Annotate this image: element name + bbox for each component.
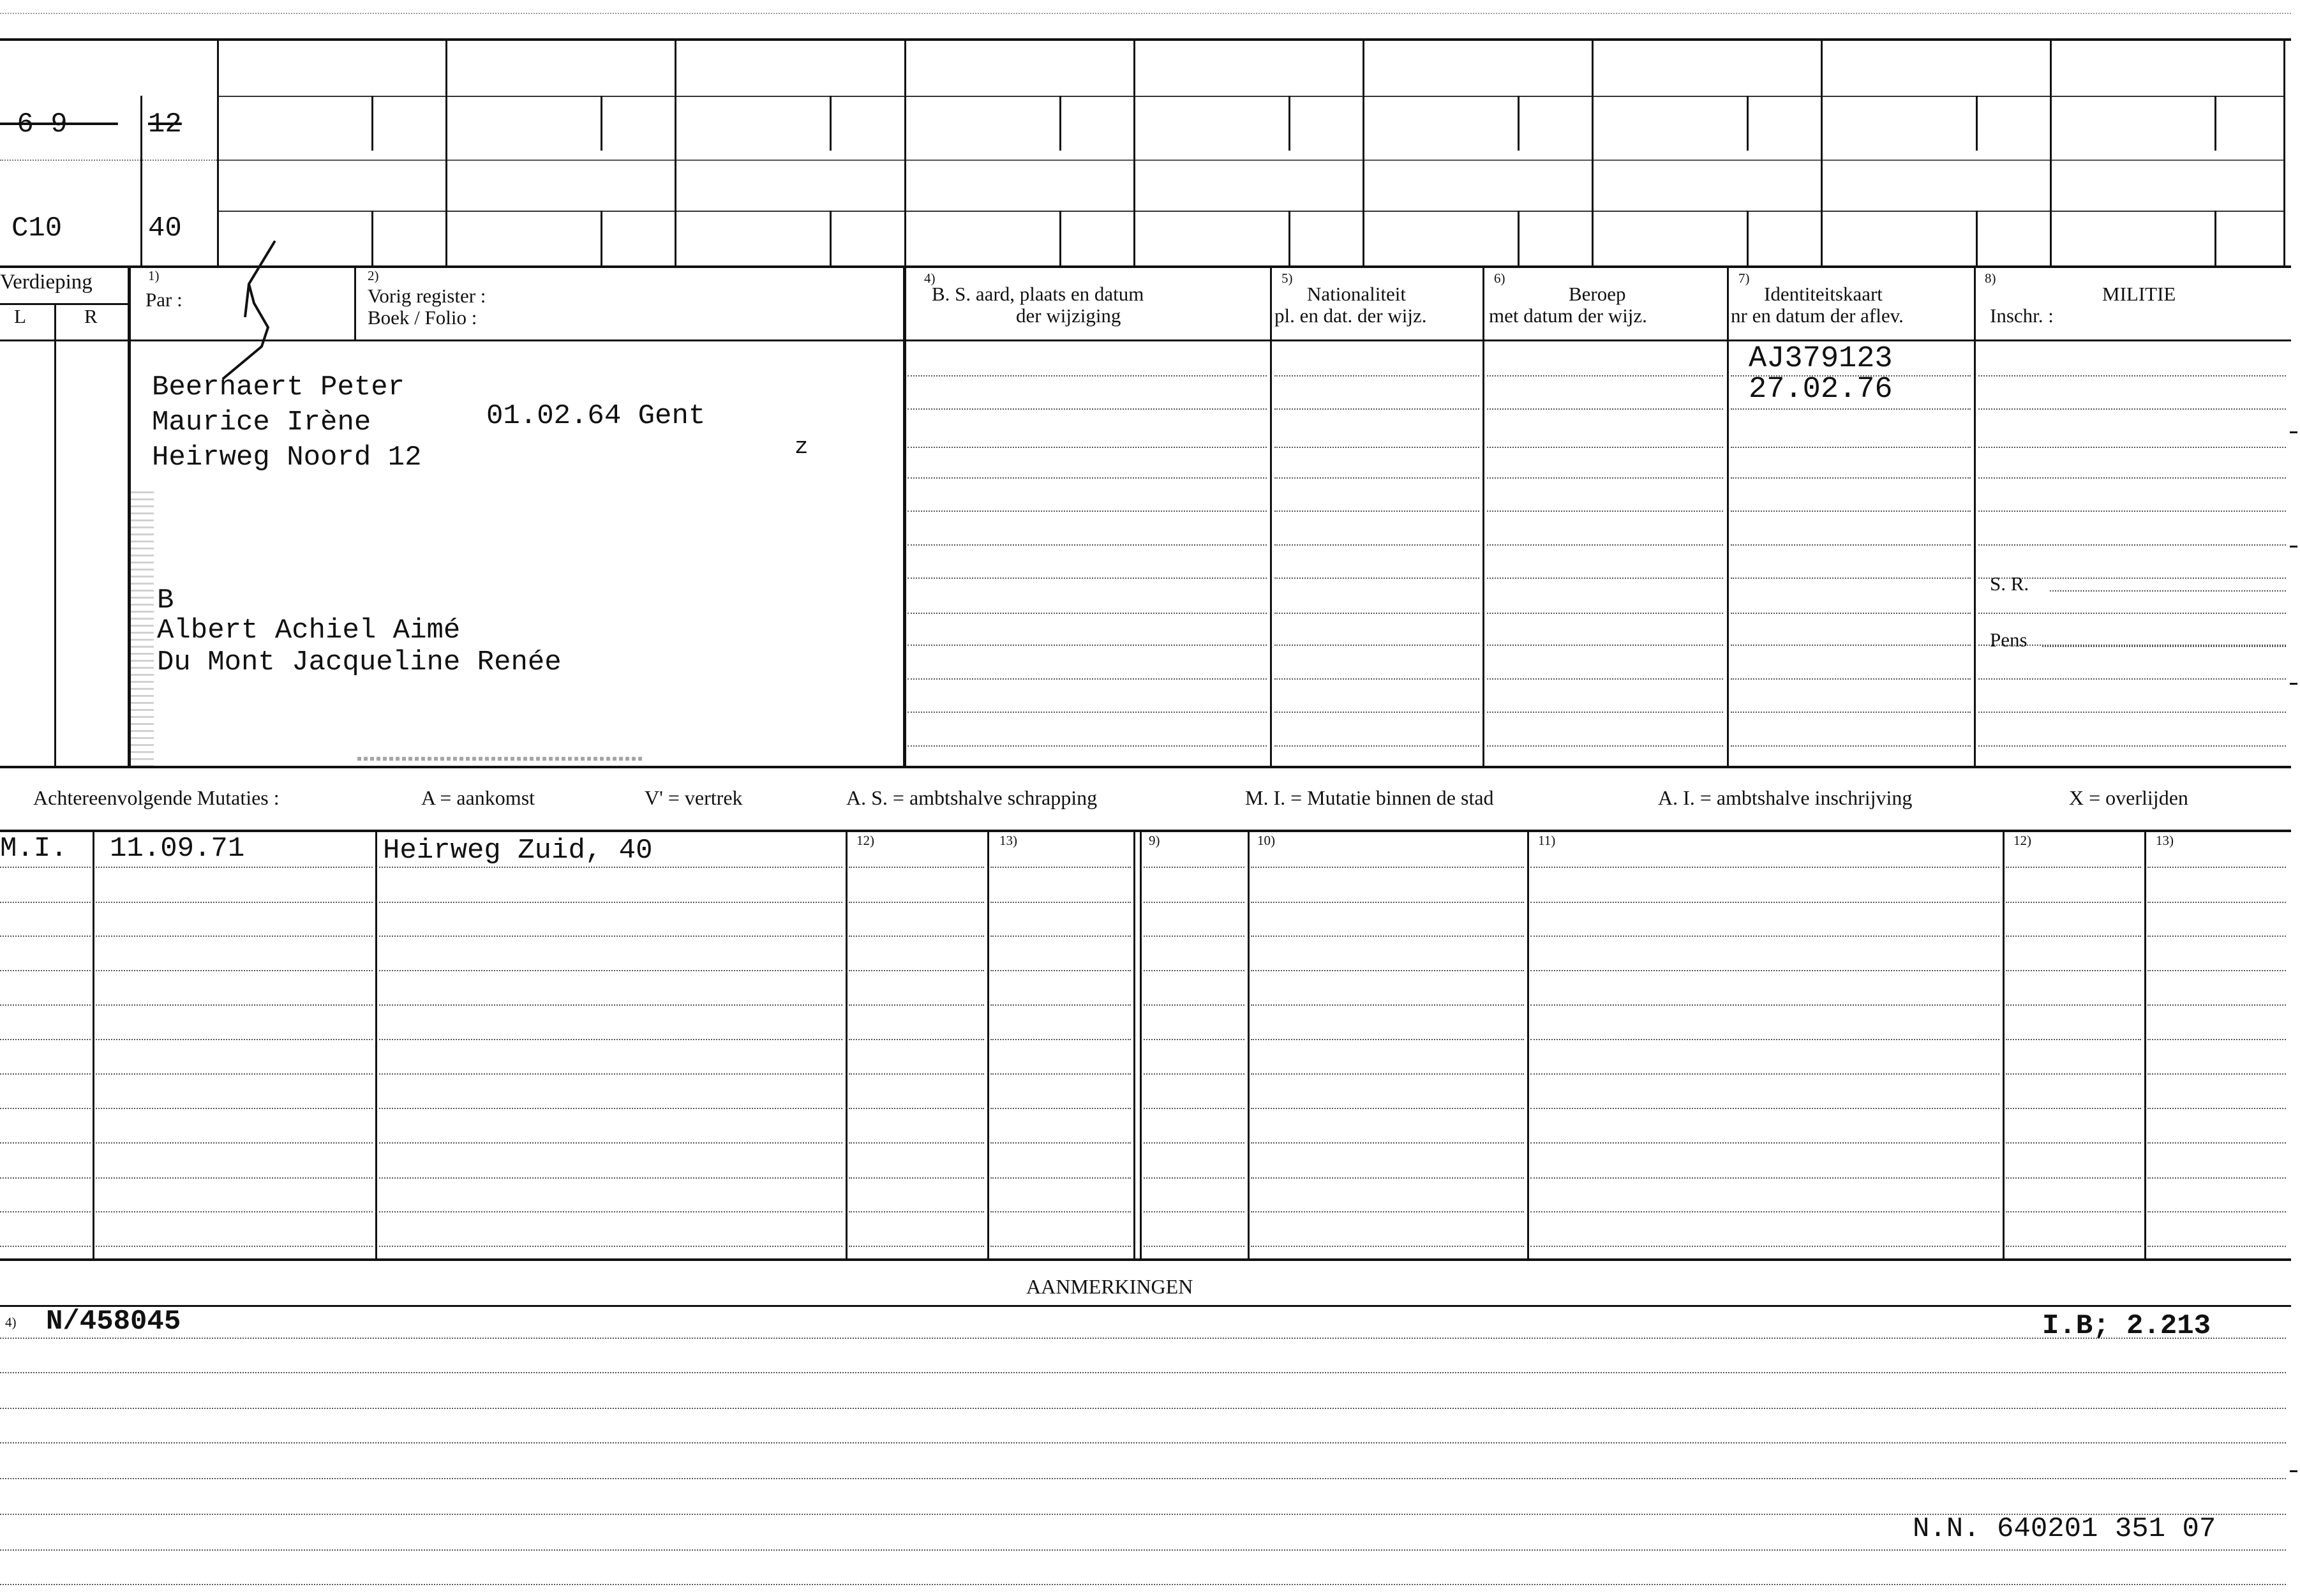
national-number: N.N. 640201 351 07 xyxy=(1913,1513,2216,1545)
legend-overlijden: X = overlijden xyxy=(2069,786,2188,809)
ruled-line xyxy=(96,1211,373,1212)
ruled-line xyxy=(1251,1177,1524,1179)
ruled-line xyxy=(2006,867,2141,868)
ruled-line xyxy=(1144,1211,1244,1212)
ruled-line xyxy=(379,1108,842,1109)
col6-line2: met datum der wijz. xyxy=(1489,304,1647,327)
ruled-line xyxy=(907,678,1267,680)
ruled-line xyxy=(907,712,1267,713)
ruled-line xyxy=(2147,1004,2286,1006)
parent2: Du Mont Jacqueline Renée xyxy=(157,646,562,678)
ruled-line xyxy=(1487,511,1723,512)
person-mark: z xyxy=(795,434,809,460)
ruled-line xyxy=(849,1177,984,1179)
ruled-line xyxy=(1144,1073,1244,1075)
ruled-line xyxy=(1530,936,1999,937)
ruled-line xyxy=(2006,1004,2141,1006)
top-row4-right: 40 xyxy=(148,213,182,244)
ruled-line xyxy=(1487,645,1723,646)
ruled-line xyxy=(1530,1073,1999,1075)
ruled-line xyxy=(96,867,373,868)
ruled-line xyxy=(990,936,1131,937)
ruled-line xyxy=(1487,745,1723,747)
aanmerkingen-ref: I.B; 2.213 xyxy=(2042,1310,2211,1342)
ruled-line xyxy=(379,1039,842,1040)
person-name2: Maurice Irène xyxy=(152,406,371,438)
ruled-line xyxy=(907,613,1267,614)
ruled-line xyxy=(1978,544,2286,546)
parent1: Albert Achiel Aimé xyxy=(157,615,461,646)
ruled-line xyxy=(1274,613,1479,614)
ruled-line xyxy=(2006,1246,2141,1247)
mutcol-12a: 12) xyxy=(856,833,874,848)
ruled-line xyxy=(2147,970,2286,971)
person-birth: 01.02.64 Gent xyxy=(486,400,706,432)
ruled-line xyxy=(2147,1142,2286,1144)
ruled-line xyxy=(2006,1039,2141,1040)
ruled-line xyxy=(96,1004,373,1006)
col4-line1: B. S. aard, plaats en datum xyxy=(932,283,1144,305)
ruled-line xyxy=(0,1442,2286,1443)
ruled-line xyxy=(1731,613,1971,614)
ruled-line xyxy=(1251,1142,1524,1144)
col8-pens: Pens xyxy=(1990,629,2027,651)
ruled-line xyxy=(1487,408,1723,410)
ruled-line xyxy=(96,1177,373,1179)
col4-number: 4) xyxy=(924,271,936,286)
ruled-line xyxy=(1530,867,1999,868)
ruled-line xyxy=(907,447,1267,448)
ruled-line xyxy=(0,1108,91,1109)
ruled-line xyxy=(907,645,1267,646)
mutcol-13a: 13) xyxy=(999,833,1017,848)
ruled-line xyxy=(1731,745,1971,747)
ruled-line xyxy=(379,902,842,903)
legend-mutatie-binnen-stad: M. I. = Mutatie binnen de stad xyxy=(1245,786,1494,809)
ruled-line xyxy=(849,1039,984,1040)
ruled-line xyxy=(0,1584,2286,1585)
ruled-line xyxy=(1530,1039,1999,1040)
ruled-line xyxy=(907,477,1267,479)
ruled-line xyxy=(379,1073,842,1075)
ruled-line xyxy=(1731,511,1971,512)
ruled-line xyxy=(96,902,373,903)
ruled-line xyxy=(1144,936,1244,937)
ruled-line xyxy=(990,1108,1131,1109)
ruled-line xyxy=(1251,867,1524,868)
ruled-line xyxy=(1144,1004,1244,1006)
ruled-line xyxy=(1251,970,1524,971)
ruled-line xyxy=(849,1142,984,1144)
top-row4-left: C10 xyxy=(11,213,63,244)
verdieping-header: Verdieping xyxy=(0,271,93,294)
ruled-line xyxy=(990,1039,1131,1040)
ruled-line xyxy=(2147,902,2286,903)
col8-militie: MILITIE xyxy=(2102,283,2176,305)
legend-aankomst: A = aankomst xyxy=(421,786,535,809)
ruled-line xyxy=(96,970,373,971)
ruled-line xyxy=(2147,1177,2286,1179)
person-name1: Beernaert Peter xyxy=(152,371,405,403)
ruled-line xyxy=(0,1004,91,1006)
ruled-line xyxy=(1251,1211,1524,1212)
ruled-line xyxy=(96,1073,373,1075)
ruled-line xyxy=(1978,511,2286,512)
ruled-line xyxy=(0,902,91,903)
col7-number: 7) xyxy=(1738,271,1750,286)
ruled-line xyxy=(1274,447,1479,448)
col8-inschr: Inschr. : xyxy=(1990,304,2054,327)
col7-line2: nr en datum der aflev. xyxy=(1731,304,1904,327)
ruled-line xyxy=(1144,1142,1244,1144)
ruled-line xyxy=(849,902,984,903)
ruled-line xyxy=(379,1177,842,1179)
scan-noise-bottom xyxy=(357,757,645,761)
ruled-line xyxy=(990,1211,1131,1212)
ruled-line xyxy=(1144,1177,1244,1179)
col5-line1: Nationaliteit xyxy=(1307,283,1406,305)
ruled-line xyxy=(1731,477,1971,479)
mutcol-13b: 13) xyxy=(2156,833,2174,848)
ruled-line xyxy=(1978,447,2286,448)
ruled-line xyxy=(2147,867,2286,868)
ruled-line xyxy=(1274,511,1479,512)
ruled-line xyxy=(1487,613,1723,614)
ruled-line xyxy=(1978,477,2286,479)
ruled-line xyxy=(849,1246,984,1247)
ruled-line xyxy=(0,1039,91,1040)
col5-number: 5) xyxy=(1281,271,1293,286)
top-row2-right: 12 xyxy=(148,108,182,140)
ruled-line xyxy=(1251,1108,1524,1109)
col5-line2: pl. en dat. der wijz. xyxy=(1274,304,1427,327)
ruled-line xyxy=(990,970,1131,971)
ruled-line xyxy=(1530,1108,1999,1109)
ruled-line xyxy=(1487,477,1723,479)
verdieping-r: R xyxy=(84,305,98,327)
ruled-line xyxy=(1487,544,1723,546)
ruled-line xyxy=(1274,408,1479,410)
ruled-line xyxy=(0,1142,91,1144)
mutcol-11: 11) xyxy=(1538,833,1556,848)
ruled-line xyxy=(1978,678,2286,680)
ruled-line xyxy=(849,1004,984,1006)
ruled-line xyxy=(907,578,1267,579)
legend-ambtshalve-inschrijving: A. I. = ambtshalve inschrijving xyxy=(1658,786,1913,809)
ruled-line xyxy=(2147,1246,2286,1247)
aanmerkingen-title: AANMERKINGEN xyxy=(1026,1275,1193,1298)
top-row2-left: -6-9--- xyxy=(0,108,118,140)
col4-line2: der wijziging xyxy=(1016,304,1121,327)
ruled-line xyxy=(379,1004,842,1006)
mutaties-title: Achtereenvolgende Mutaties : xyxy=(33,786,280,809)
ruled-line xyxy=(96,1039,373,1040)
col8-sr: S. R. xyxy=(1990,572,2029,595)
ruled-line xyxy=(1251,936,1524,937)
ruled-line xyxy=(96,1142,373,1144)
ruled-line xyxy=(1251,1004,1524,1006)
ruled-line xyxy=(849,1073,984,1075)
person-address: Heirweg Noord 12 xyxy=(152,442,422,474)
ruled-line xyxy=(990,1246,1131,1247)
col2-number: 2) xyxy=(368,268,379,283)
mutcol-12b: 12) xyxy=(2013,833,2031,848)
ruled-line xyxy=(379,970,842,971)
ruled-line xyxy=(2147,1211,2286,1212)
ruled-line xyxy=(1487,447,1723,448)
ruled-line xyxy=(990,1073,1131,1075)
ruled-line xyxy=(96,936,373,937)
col8-number: 8) xyxy=(1985,271,1996,286)
ruled-line xyxy=(1274,544,1479,546)
ruled-line xyxy=(379,867,842,868)
ruled-line xyxy=(1274,578,1479,579)
ruled-line xyxy=(849,867,984,868)
ruled-line xyxy=(1144,1039,1244,1040)
ruled-line xyxy=(1530,1004,1999,1006)
ruled-line xyxy=(1530,970,1999,971)
ruled-line xyxy=(0,1073,91,1075)
ruled-line xyxy=(1487,678,1723,680)
ruled-line xyxy=(1731,447,1971,448)
ruled-line xyxy=(1978,375,2286,377)
ruled-line xyxy=(2006,1142,2141,1144)
ruled-line xyxy=(849,970,984,971)
mutcol-9: 9) xyxy=(1149,833,1160,848)
ruled-line xyxy=(0,1338,2286,1339)
ruled-line xyxy=(1487,375,1723,377)
ruled-line xyxy=(0,1408,2286,1409)
ruled-line xyxy=(1274,645,1479,646)
ruled-line xyxy=(1978,613,2286,614)
ruled-line xyxy=(0,970,91,971)
ruled-line xyxy=(849,1211,984,1212)
ruled-line xyxy=(96,1246,373,1247)
ruled-line xyxy=(0,1211,91,1212)
ruled-line xyxy=(1274,712,1479,713)
ruled-line xyxy=(0,1478,2286,1479)
ruled-line xyxy=(1731,712,1971,713)
ruled-line xyxy=(96,1108,373,1109)
ruled-line xyxy=(990,1004,1131,1006)
mutatie-type: M.I. xyxy=(0,833,68,865)
ruled-line xyxy=(2147,1073,2286,1075)
ruled-line xyxy=(1251,1073,1524,1075)
aanmerkingen-number: 4) xyxy=(5,1315,17,1330)
ruled-line xyxy=(1731,544,1971,546)
id-card-number: AJ379123 xyxy=(1749,342,1893,376)
col1-par-label: Par : xyxy=(146,288,183,311)
col2-vorig-register: Vorig register : xyxy=(368,285,486,307)
ruled-line xyxy=(1530,1246,1999,1247)
ruled-line xyxy=(1144,1246,1244,1247)
col6-number: 6) xyxy=(1494,271,1505,286)
ruled-line xyxy=(1251,902,1524,903)
verdieping-l: L xyxy=(14,305,26,327)
mutatie-date: 11.09.71 xyxy=(110,833,245,865)
ruled-line xyxy=(1530,1177,1999,1179)
ruled-line xyxy=(1274,375,1479,377)
ruled-line xyxy=(1274,477,1479,479)
ruled-line xyxy=(1731,678,1971,680)
legend-ambtshalve-schrapping: A. S. = ambtshalve schrapping xyxy=(846,786,1098,809)
ruled-line xyxy=(2006,1177,2141,1179)
col7-line1: Identiteitskaart xyxy=(1764,283,1883,305)
ruled-line xyxy=(1144,902,1244,903)
ruled-line xyxy=(0,867,91,868)
legend-vertrek: V' = vertrek xyxy=(645,786,743,809)
mutatie-address: Heirweg Zuid, 40 xyxy=(383,835,653,867)
ruled-line xyxy=(2147,1108,2286,1109)
ruled-line xyxy=(2006,1108,2141,1109)
ruled-line xyxy=(1487,578,1723,579)
ruled-line xyxy=(1144,970,1244,971)
ruled-line xyxy=(0,936,91,937)
ruled-line xyxy=(1978,745,2286,747)
ruled-line xyxy=(1251,1246,1524,1247)
ruled-line xyxy=(379,1246,842,1247)
ruled-line xyxy=(990,902,1131,903)
ruled-line xyxy=(1530,1142,1999,1144)
ruled-line xyxy=(1978,408,2286,410)
ruled-line xyxy=(1144,1108,1244,1109)
ruled-line xyxy=(1274,745,1479,747)
ruled-line xyxy=(849,1108,984,1109)
scan-noise xyxy=(131,491,154,766)
ruled-line xyxy=(1731,578,1971,579)
ruled-line xyxy=(907,544,1267,546)
col2-boek-folio: Boek / Folio : xyxy=(368,306,477,329)
ruled-line xyxy=(379,936,842,937)
ruled-line xyxy=(379,1142,842,1144)
ruled-line xyxy=(849,936,984,937)
handwritten-stroke xyxy=(204,239,306,392)
ruled-line xyxy=(0,1246,91,1247)
ruled-line xyxy=(2006,1073,2141,1075)
ruled-line xyxy=(1978,712,2286,713)
ruled-line xyxy=(1731,645,1971,646)
col6-line1: Beroep xyxy=(1569,283,1626,305)
ruled-line xyxy=(907,408,1267,410)
ruled-line xyxy=(990,1142,1131,1144)
ruled-line xyxy=(1530,902,1999,903)
ruled-line xyxy=(2006,936,2141,937)
ruled-line xyxy=(2006,970,2141,971)
col1-number: 1) xyxy=(148,268,160,283)
ruled-line xyxy=(379,1211,842,1212)
ruled-line xyxy=(0,1177,91,1179)
ruled-line xyxy=(1530,1211,1999,1212)
ruled-line xyxy=(990,1177,1131,1179)
parent-mark: B xyxy=(157,585,174,616)
id-card-date: 27.02.76 xyxy=(1749,373,1893,406)
aanmerkingen-code: N/458045 xyxy=(46,1306,181,1338)
ruled-line xyxy=(1274,678,1479,680)
ruled-line xyxy=(1487,712,1723,713)
ruled-line xyxy=(2147,936,2286,937)
ruled-line xyxy=(2147,1039,2286,1040)
ruled-line xyxy=(0,1372,2286,1373)
ruled-line xyxy=(1731,408,1971,410)
ruled-line xyxy=(2006,1211,2141,1212)
ruled-line xyxy=(2006,902,2141,903)
ruled-line xyxy=(1251,1039,1524,1040)
ruled-line xyxy=(907,511,1267,512)
ruled-line xyxy=(990,867,1131,868)
ruled-line xyxy=(1144,867,1244,868)
mutcol-10: 10) xyxy=(1257,833,1275,848)
ruled-line xyxy=(0,1549,2286,1551)
ruled-line xyxy=(907,375,1267,377)
ruled-line xyxy=(907,745,1267,747)
